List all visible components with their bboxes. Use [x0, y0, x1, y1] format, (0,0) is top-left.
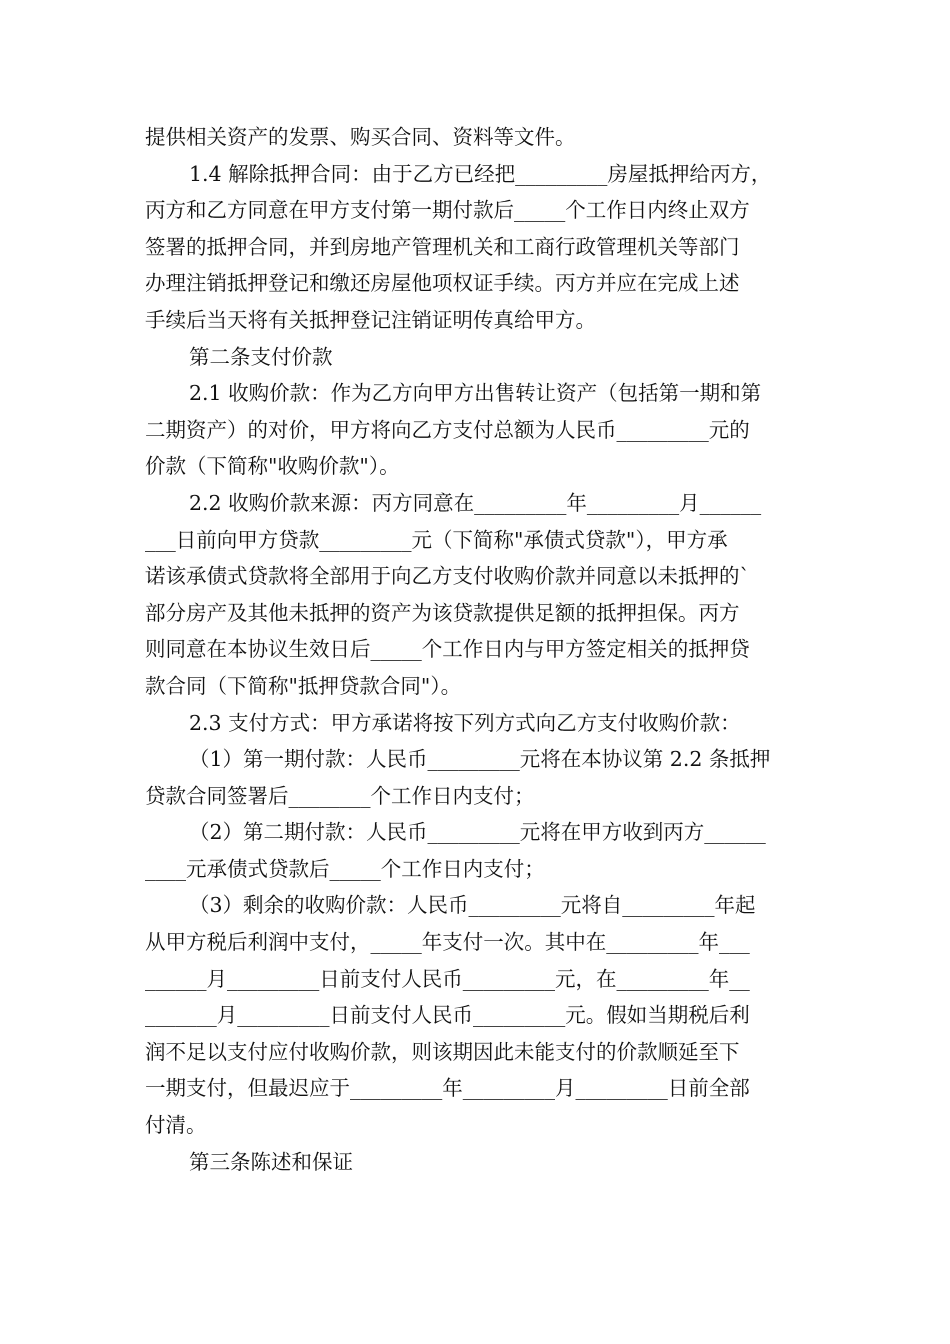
payment-item-3: （3）剩余的收购价款：人民币_________元将自_________年起	[189, 893, 756, 918]
paragraph-line: 款合同（下简称"抵押贷款合同"）。	[145, 673, 462, 698]
article-2-heading: 第二条支付价款	[189, 344, 333, 369]
paragraph-line: 诺该承债式贷款将全部用于向乙方支付收购价款并同意以未抵押的`	[145, 564, 750, 589]
clause-2-3: 2.3 支付方式：甲方承诺将按下列方式向乙方支付收购价款：	[189, 710, 741, 735]
paragraph-line: 提供相关资产的发票、购买合同、资料等文件。	[145, 125, 576, 149]
paragraph-line: ___日前向甲方贷款_________元（下简称"承债式贷款"），甲方承	[145, 527, 728, 552]
paragraph-line: 从甲方税后利润中支付，_____年支付一次。其中在_________年___	[145, 930, 750, 955]
paragraph-line: 一期支付，但最迟应于_________年_________月_________日前全部	[145, 1076, 750, 1101]
paragraph-line: ______月_________日前支付人民币_________元，在_________年__	[145, 966, 750, 991]
paragraph-line: 贷款合同签署后________个工作日内支付；	[145, 783, 535, 808]
paragraph-line: 付清。	[145, 1113, 207, 1138]
article-3-heading: 第三条陈述和保证	[189, 1149, 353, 1174]
paragraph-line: 价款（下简称"收购价款"）。	[145, 454, 400, 479]
payment-item-1: （1）第一期付款：人民币_________元将在本协议第 2.2 条抵押	[189, 747, 771, 772]
paragraph-line: ____元承债式贷款后_____个工作日内支付；	[145, 856, 545, 881]
paragraph-line: _______月_________日前支付人民币_________元。假如当期税后利	[145, 1003, 750, 1028]
clause-1-4: 1.4 解除抵押合同：由于乙方已经把_________房屋抵押给丙方，	[189, 161, 772, 186]
paragraph-line: 润不足以支付应付收购价款，则该期因此未能支付的价款顺延至下	[145, 1039, 740, 1064]
clause-2-1: 2.1 收购价款：作为乙方向甲方出售转让资产（包括第一期和第	[189, 381, 762, 406]
paragraph-line: 二期资产）的对价，甲方将向乙方支付总额为人民币_________元的	[145, 417, 750, 442]
paragraph-line: 丙方和乙方同意在甲方支付第一期付款后_____个工作日内终止双方	[145, 198, 750, 223]
paragraph-line: 则同意在本协议生效日后_____个工作日内与甲方签定相关的抵押贷	[145, 637, 750, 662]
payment-item-2: （2）第二期付款：人民币_________元将在甲方收到丙方______	[189, 820, 766, 845]
paragraph-line: 部分房产及其他未抵押的资产为该贷款提供足额的抵押担保。丙方	[145, 600, 740, 625]
paragraph-line: 办理注销抵押登记和缴还房屋他项权证手续。丙方并应在完成上述	[145, 271, 740, 296]
clause-2-2: 2.2 收购价款来源：丙方同意在_________年_________月______	[189, 490, 762, 515]
paragraph-line: 签署的抵押合同，并到房地产管理机关和工商行政管理机关等部门	[145, 234, 740, 259]
paragraph-line: 手续后当天将有关抵押登记注销证明传真给甲方。	[145, 307, 596, 332]
document-body	[145, 119, 805, 1180]
